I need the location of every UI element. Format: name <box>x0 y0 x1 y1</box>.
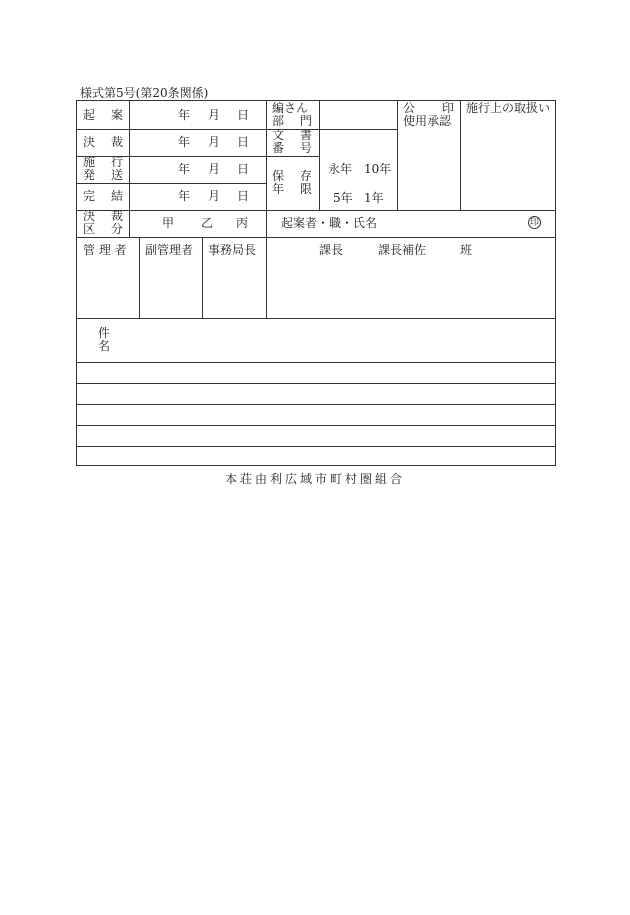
rule-row3 <box>77 183 266 184</box>
rule-date-col <box>266 101 267 318</box>
label-kessai-kubun: 決 裁 区 分 <box>83 209 123 236</box>
label-shiko-hasso: 施 行 発 送 <box>83 155 123 182</box>
seal-mark-icon: 印 <box>529 218 539 228</box>
rule-line1 <box>77 383 555 384</box>
hozon-option-5nen: 5年 <box>333 191 353 205</box>
label-jimukyokucho: 事務局長 <box>208 243 257 257</box>
date-day: 日 <box>237 135 250 149</box>
label-kacho: 課長 <box>319 243 344 257</box>
rule-approver-1 <box>139 237 140 318</box>
kubun-option-hei: 丙 <box>236 216 249 230</box>
date-year: 年 <box>178 108 191 122</box>
rule-row2-mid <box>266 156 319 157</box>
date-month: 月 <box>208 162 221 176</box>
rule-subject-bottom <box>77 362 555 363</box>
rule-seal-col <box>460 101 461 210</box>
label-kessai: 決 裁 <box>83 135 123 149</box>
date-day: 日 <box>237 189 250 203</box>
date-year: 年 <box>178 135 191 149</box>
date-month: 月 <box>208 108 221 122</box>
rule-approval-bottom <box>77 318 555 319</box>
label-kanketsu: 完 結 <box>83 189 123 203</box>
label-bunsho-bango: 文 書 番 号 <box>272 128 312 155</box>
label-kacho-hosa: 課長補佐 <box>378 243 427 257</box>
kubun-option-otsu: 乙 <box>201 216 214 230</box>
hozon-option-10nen: 10年 <box>364 162 392 176</box>
label-han: 班 <box>460 243 473 257</box>
rule-row5 <box>77 237 555 238</box>
organization-name: 本荘由利広域市町村圏組合 <box>224 472 405 486</box>
rule-meta-col <box>319 101 320 210</box>
label-kanrisha: 管 理 者 <box>83 243 127 257</box>
label-koin-shiyo-shonin: 公 印 使用承認 <box>403 101 454 128</box>
kubun-option-ko: 甲 <box>162 216 175 230</box>
hozon-option-1nen: 1年 <box>364 191 384 205</box>
label-kian: 起 案 <box>83 108 123 122</box>
form-number-heading: 様式第5号(第20条関係) <box>80 86 209 100</box>
approval-form-table <box>76 100 556 466</box>
date-year: 年 <box>178 189 191 203</box>
rule-line4 <box>77 446 555 447</box>
date-day: 日 <box>237 162 250 176</box>
hozon-option-einen: 永年 <box>328 162 353 176</box>
label-shiko-toriatsukai: 施行上の取扱い <box>466 101 551 115</box>
date-year: 年 <box>178 162 191 176</box>
rule-row4 <box>77 210 555 211</box>
label-kiansha: 起案者・職・氏名 <box>281 216 378 230</box>
rule-line2 <box>77 404 555 405</box>
rule-approver-2 <box>202 237 203 318</box>
label-fuku-kanrisha: 副管理者 <box>145 243 194 257</box>
date-month: 月 <box>208 135 221 149</box>
rule-label-col <box>129 101 130 237</box>
label-hozon-nengen: 保 存 年 限 <box>272 169 312 196</box>
rule-line3 <box>77 425 555 426</box>
date-day: 日 <box>237 108 250 122</box>
label-hensan-bumon: 編さん 部 門 <box>272 101 312 128</box>
label-kenmei: 件 名 <box>97 326 110 353</box>
rule-row1 <box>77 129 397 130</box>
rule-meta-value-col <box>397 101 398 210</box>
date-month: 月 <box>208 189 221 203</box>
